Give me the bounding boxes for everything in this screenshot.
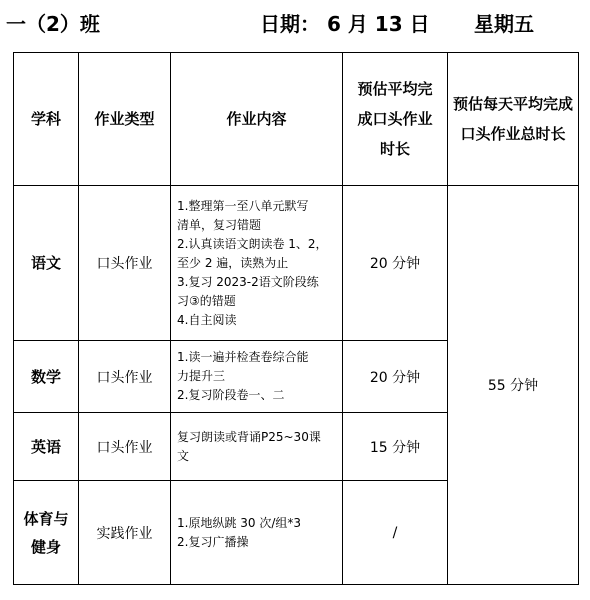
weekday-label: 星期五 [474, 12, 534, 36]
type-cell: 口头作业 [79, 186, 171, 341]
header-content: 作业内容 [171, 53, 343, 186]
content-cell [171, 186, 343, 341]
table-row [14, 186, 579, 341]
time-cell: 15 分钟 [343, 413, 448, 481]
content-line: 2.复习阶段卷一、二 [177, 388, 285, 402]
subject-label: 健身 [30, 537, 61, 556]
homework-table [13, 52, 579, 585]
content-line: 文 [177, 448, 190, 463]
content-line: 2.复习广播操 [177, 534, 249, 549]
content-cell [171, 481, 343, 585]
content-line: 1.原地纵跳 30 次/组*3 [177, 515, 302, 530]
content-line: 清单，复习错题 [177, 217, 262, 232]
header-type: 作业类型 [79, 53, 171, 186]
type-cell: 口头作业 [79, 413, 171, 481]
type-cell: 实践作业 [79, 481, 171, 585]
content-cell [171, 413, 343, 481]
header-avg-time-line: 预估平均完 [357, 80, 433, 98]
header-daily-total [448, 53, 579, 186]
subject-label: 英语 [30, 437, 61, 456]
header-avg-time [343, 53, 448, 186]
content-line: 3.复习 2023-2语文阶段练 [177, 274, 319, 289]
subject-label: 体育与 [23, 509, 69, 528]
daily-total-cell: 55 分钟 [448, 186, 579, 585]
header-daily-total-line: 口头作业总时长 [460, 125, 566, 143]
time-cell: 20 分钟 [343, 341, 448, 413]
subject-label: 语文 [30, 254, 61, 272]
content-line: 至少 2 遍，读熟为止 [177, 255, 289, 270]
subject-label: 数学 [30, 367, 61, 386]
class-label: 一（2）班 [6, 12, 100, 36]
header-avg-time-line: 成口头作业 [357, 110, 433, 128]
time-cell: / [343, 481, 448, 585]
header-avg-time-line: 时长 [379, 140, 410, 158]
header-subject: 学科 [14, 53, 79, 186]
content-line: 2.认真读语文朗读卷 1、2， [177, 236, 328, 251]
content-cell [171, 341, 343, 413]
content-line: 习③的错题 [177, 293, 236, 308]
subject-cell [14, 186, 79, 341]
content-line: 4.自主阅读 [177, 312, 237, 327]
type-cell: 口头作业 [79, 341, 171, 413]
time-cell: 20 分钟 [343, 186, 448, 341]
content-line: 1.读一遍并检查卷综合能 [177, 350, 309, 364]
header-row [14, 53, 579, 186]
subject-cell [14, 341, 79, 413]
date-label: 日期： 6 月 13 日 [260, 12, 430, 36]
content-line: 1.整理第一至八单元默写 [177, 198, 309, 213]
header-daily-total-line: 预估每天平均完成 [452, 95, 573, 113]
content-line: 复习朗读或背诵P25~30课 [177, 429, 321, 444]
subject-cell [14, 481, 79, 585]
subject-cell [14, 413, 79, 481]
content-line: 力提升三 [177, 369, 226, 383]
